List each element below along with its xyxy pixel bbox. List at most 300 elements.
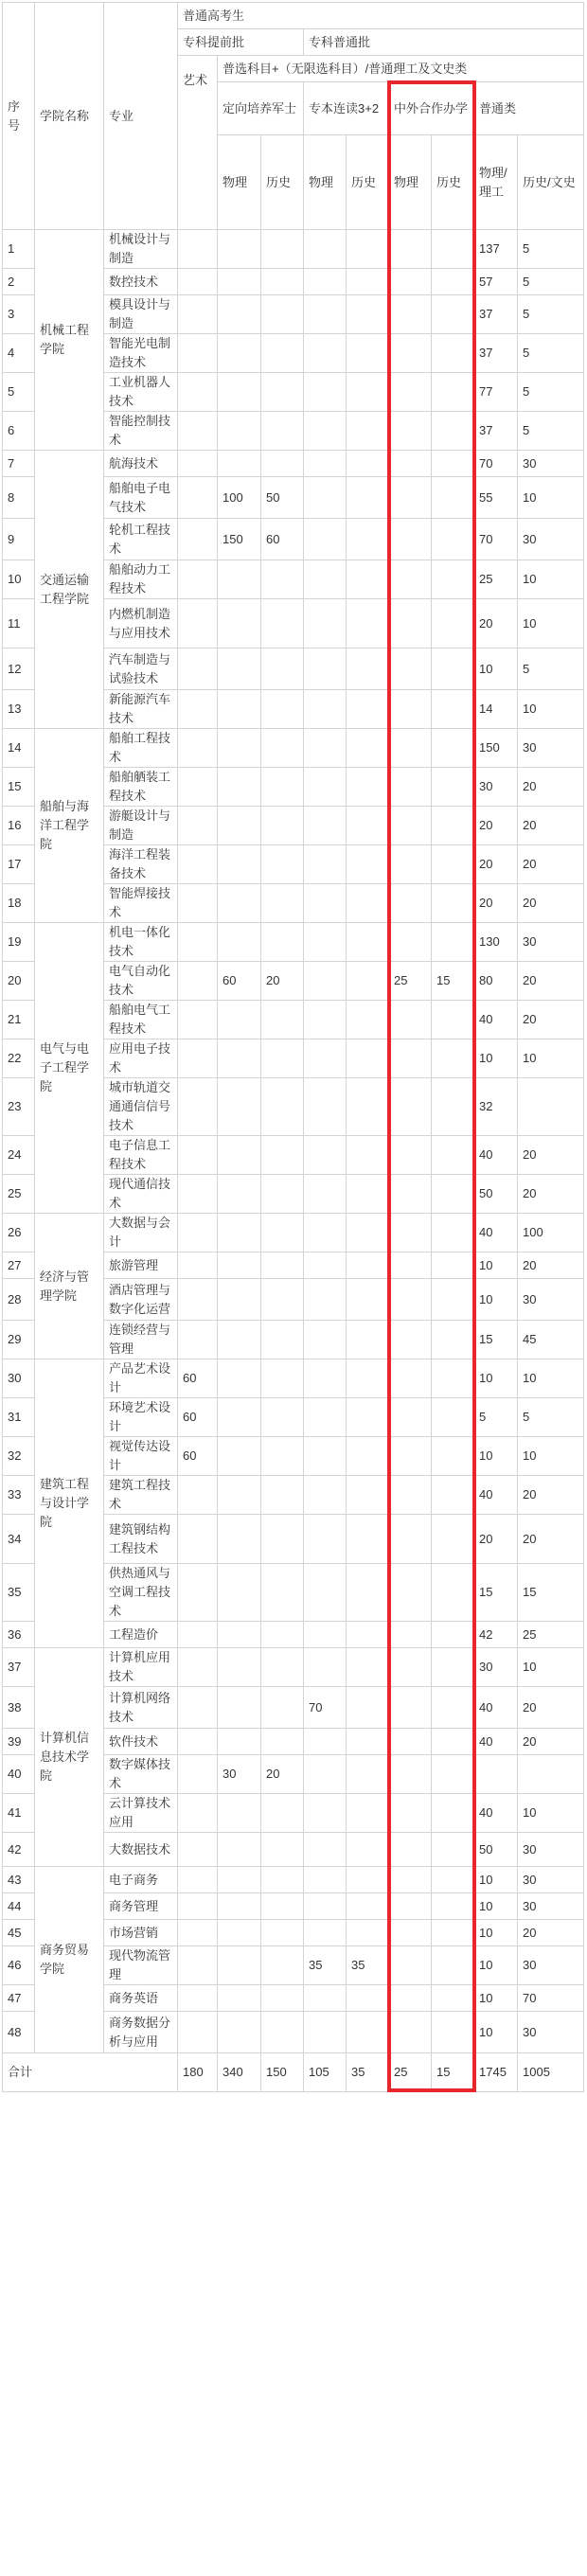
cell-coop-history [432,1476,474,1515]
cell-general-sci: 150 [474,729,518,768]
cell-art [178,1564,218,1622]
cell-targeted-history [261,807,304,845]
cell-upgrade-physics [304,1867,347,1893]
header-major: 专业 [104,3,178,230]
cell-upgrade-history [347,1001,389,1039]
cell-upgrade-physics [304,1476,347,1515]
cell-general-sci: 20 [474,845,518,884]
cell-coop-physics [389,1946,432,1985]
cell-targeted-history [261,599,304,648]
row-seq: 4 [3,334,35,373]
row-major: 数字媒体技术 [104,1755,178,1794]
cell-upgrade-physics [304,1794,347,1833]
cell-art [178,1946,218,1985]
row-seq: 31 [3,1398,35,1437]
cell-coop-history [432,1039,474,1078]
row-major: 电子商务 [104,1867,178,1893]
cell-upgrade-physics [304,1136,347,1175]
cell-targeted-physics [218,1039,261,1078]
cell-general-sci: 50 [474,1175,518,1214]
row-seq: 13 [3,690,35,729]
cell-targeted-physics [218,884,261,923]
row-seq: 36 [3,1622,35,1648]
cell-general-sci: 10 [474,1359,518,1398]
header-upgrade-physics: 物理 [304,135,347,230]
cell-coop-physics [389,1564,432,1622]
row-seq: 20 [3,962,35,1001]
cell-general-sci: 15 [474,1564,518,1622]
cell-art [178,1321,218,1359]
cell-coop-history [432,1893,474,1920]
cell-upgrade-physics [304,1622,347,1648]
cell-targeted-physics [218,1214,261,1252]
cell-coop-physics [389,1078,432,1136]
cell-general-lib: 20 [518,962,584,1001]
cell-targeted-history: 20 [261,1755,304,1794]
cell-general-sci: 10 [474,648,518,690]
cell-art [178,1833,218,1867]
cell-general-sci: 10 [474,1279,518,1321]
row-seq: 42 [3,1833,35,1867]
cell-coop-physics [389,1437,432,1476]
cell-coop-physics [389,729,432,768]
cell-targeted-history [261,729,304,768]
cell-general-sci: 40 [474,1001,518,1039]
cell-upgrade-physics [304,451,347,477]
cell-upgrade-history [347,1214,389,1252]
cell-general-lib: 30 [518,519,584,560]
row-major: 模具设计与制造 [104,295,178,334]
cell-coop-physics [389,1321,432,1359]
cell-coop-physics [389,1687,432,1729]
cell-coop-history [432,230,474,269]
table-row [3,230,584,269]
cell-targeted-history [261,334,304,373]
cell-coop-physics [389,807,432,845]
header-subject-requirement: 普选科目+（无限选科目）/普通理工及文史类 [218,56,584,82]
row-major: 内燃机制造与应用技术 [104,599,178,648]
cell-targeted-physics [218,690,261,729]
row-major: 现代通信技术 [104,1175,178,1214]
total-targeted-physics: 340 [218,2053,261,2092]
cell-upgrade-physics [304,1985,347,2012]
header-normal-batch: 专科普通批 [304,29,584,56]
header-targeted: 定向培养军士 [218,82,304,135]
cell-targeted-physics [218,1985,261,2012]
cell-upgrade-physics [304,1833,347,1867]
cell-general-lib: 20 [518,1476,584,1515]
cell-coop-history [432,1867,474,1893]
cell-upgrade-history [347,269,389,295]
row-major: 航海技术 [104,451,178,477]
row-seq: 8 [3,477,35,519]
cell-general-lib: 10 [518,690,584,729]
cell-general-lib: 20 [518,1175,584,1214]
cell-art: 60 [178,1398,218,1437]
cell-art [178,1729,218,1755]
row-major: 计算机网络技术 [104,1687,178,1729]
cell-upgrade-physics [304,1398,347,1437]
college-name: 商务贸易学院 [35,1867,104,2053]
header-coop-physics: 物理 [389,135,432,230]
cell-upgrade-physics [304,1001,347,1039]
cell-coop-physics [389,1279,432,1321]
row-major: 电气自动化技术 [104,962,178,1001]
cell-targeted-physics [218,1729,261,1755]
cell-targeted-history [261,1946,304,1985]
cell-upgrade-physics: 35 [304,1946,347,1985]
cell-art [178,1039,218,1078]
cell-coop-history [432,1687,474,1729]
table-body [3,230,584,2053]
row-seq: 39 [3,1729,35,1755]
cell-targeted-history [261,373,304,412]
cell-targeted-history [261,560,304,599]
cell-targeted-physics [218,1078,261,1136]
cell-targeted-history [261,1867,304,1893]
college-name: 计算机信息技术学院 [35,1648,104,1867]
row-major: 海洋工程装备技术 [104,845,178,884]
cell-coop-physics [389,412,432,451]
cell-upgrade-physics [304,1437,347,1476]
header-upgrade: 专本连读3+2 [304,82,389,135]
row-seq: 2 [3,269,35,295]
cell-coop-physics [389,269,432,295]
cell-upgrade-physics [304,1755,347,1794]
cell-art [178,477,218,519]
cell-targeted-physics [218,1279,261,1321]
cell-coop-history [432,884,474,923]
table-footer [3,2053,584,2092]
cell-art [178,1893,218,1920]
row-major: 新能源汽车技术 [104,690,178,729]
cell-general-sci: 10 [474,1893,518,1920]
row-major: 商务英语 [104,1985,178,2012]
row-seq: 40 [3,1755,35,1794]
row-major: 软件技术 [104,1729,178,1755]
row-major: 船舶工程技术 [104,729,178,768]
cell-general-lib: 5 [518,648,584,690]
cell-general-lib: 30 [518,729,584,768]
cell-coop-history [432,412,474,451]
cell-art [178,1175,218,1214]
cell-targeted-history [261,884,304,923]
table-row [3,1867,584,1893]
row-major: 大数据技术 [104,1833,178,1867]
row-seq: 6 [3,412,35,451]
cell-coop-history [432,729,474,768]
header-normal-exam: 普通高考生 [178,3,584,29]
total-general-sci: 1745 [474,2053,518,2092]
cell-general-lib: 25 [518,1622,584,1648]
cell-general-sci: 40 [474,1476,518,1515]
cell-coop-history [432,2012,474,2053]
row-seq: 7 [3,451,35,477]
cell-general-lib: 20 [518,807,584,845]
cell-targeted-physics [218,269,261,295]
cell-targeted-history [261,768,304,807]
cell-targeted-physics [218,1794,261,1833]
cell-general-sci: 32 [474,1078,518,1136]
cell-coop-physics [389,1648,432,1687]
cell-coop-physics: 25 [389,962,432,1001]
cell-general-lib: 5 [518,373,584,412]
cell-general-lib: 20 [518,1252,584,1279]
row-major: 连锁经营与管理 [104,1321,178,1359]
row-major: 城市轨道交通通信信号技术 [104,1078,178,1136]
cell-targeted-history [261,1476,304,1515]
cell-targeted-history [261,1078,304,1136]
cell-targeted-history [261,1359,304,1398]
cell-upgrade-physics [304,923,347,962]
cell-art [178,1001,218,1039]
cell-upgrade-history [347,845,389,884]
cell-general-lib: 20 [518,768,584,807]
cell-targeted-history [261,1437,304,1476]
cell-targeted-physics [218,845,261,884]
row-major: 大数据与会计 [104,1214,178,1252]
cell-coop-history [432,1833,474,1867]
cell-general-lib: 30 [518,1893,584,1920]
cell-art [178,1687,218,1729]
cell-coop-physics [389,1622,432,1648]
cell-coop-physics [389,2012,432,2053]
cell-general-lib: 10 [518,1794,584,1833]
cell-upgrade-history [347,295,389,334]
cell-coop-history [432,1359,474,1398]
cell-coop-physics [389,373,432,412]
cell-upgrade-history [347,1476,389,1515]
cell-coop-history [432,269,474,295]
total-coop-physics: 25 [389,2053,432,2092]
cell-general-lib: 30 [518,1279,584,1321]
cell-art [178,295,218,334]
row-major: 商务数据分析与应用 [104,2012,178,2053]
header-seq: 序号 [3,3,35,230]
cell-coop-physics [389,923,432,962]
cell-general-sci: 55 [474,477,518,519]
cell-general-sci: 10 [474,1920,518,1946]
cell-general-lib: 30 [518,1833,584,1867]
cell-upgrade-history [347,1279,389,1321]
cell-coop-physics [389,1252,432,1279]
cell-general-sci: 10 [474,2012,518,2053]
cell-targeted-physics [218,1001,261,1039]
cell-targeted-history [261,1985,304,2012]
cell-art [178,1794,218,1833]
header-coop-history: 历史 [432,135,474,230]
row-seq: 18 [3,884,35,923]
cell-general-sci: 130 [474,923,518,962]
cell-upgrade-history [347,768,389,807]
cell-upgrade-physics: 70 [304,1687,347,1729]
cell-upgrade-history [347,1078,389,1136]
cell-upgrade-history [347,1794,389,1833]
cell-coop-history [432,648,474,690]
cell-general-sci: 37 [474,295,518,334]
cell-general-sci: 37 [474,334,518,373]
cell-upgrade-history [347,1564,389,1622]
cell-art [178,729,218,768]
cell-coop-history [432,1321,474,1359]
cell-targeted-history [261,1564,304,1622]
cell-upgrade-history [347,1136,389,1175]
cell-coop-physics [389,519,432,560]
row-major: 船舶电子电气技术 [104,477,178,519]
cell-targeted-history [261,412,304,451]
cell-coop-history [432,1078,474,1136]
cell-targeted-physics [218,599,261,648]
cell-targeted-history: 50 [261,477,304,519]
cell-art [178,1648,218,1687]
cell-general-sci: 40 [474,1729,518,1755]
row-major: 游艇设计与制造 [104,807,178,845]
cell-upgrade-history [347,412,389,451]
row-major: 船舶电气工程技术 [104,1001,178,1039]
cell-coop-history [432,599,474,648]
cell-general-lib: 5 [518,269,584,295]
cell-targeted-physics [218,1476,261,1515]
cell-art [178,884,218,923]
cell-coop-history [432,1755,474,1794]
cell-targeted-history [261,1039,304,1078]
cell-coop-physics [389,768,432,807]
cell-upgrade-physics [304,807,347,845]
cell-targeted-history [261,1252,304,1279]
cell-coop-history [432,1214,474,1252]
row-seq: 27 [3,1252,35,1279]
header-general-lib: 历史/文史 [518,135,584,230]
cell-general-lib: 20 [518,845,584,884]
cell-targeted-history [261,845,304,884]
row-seq: 17 [3,845,35,884]
row-major: 船舶舾装工程技术 [104,768,178,807]
cell-general-sci: 20 [474,1515,518,1564]
cell-targeted-physics [218,648,261,690]
cell-upgrade-history [347,807,389,845]
cell-general-sci: 10 [474,1252,518,1279]
cell-general-lib: 100 [518,1214,584,1252]
total-upgrade-physics: 105 [304,2053,347,2092]
cell-targeted-physics: 150 [218,519,261,560]
cell-upgrade-physics [304,1078,347,1136]
cell-art [178,962,218,1001]
cell-targeted-physics [218,1920,261,1946]
cell-targeted-physics [218,807,261,845]
cell-targeted-physics [218,768,261,807]
total-upgrade-history: 35 [347,2053,389,2092]
row-major: 计算机应用技术 [104,1648,178,1687]
cell-art [178,269,218,295]
cell-targeted-history [261,1687,304,1729]
cell-coop-physics [389,1920,432,1946]
cell-targeted-history [261,1279,304,1321]
cell-art [178,845,218,884]
cell-art [178,1476,218,1515]
cell-coop-history [432,451,474,477]
cell-targeted-physics [218,1622,261,1648]
row-seq: 47 [3,1985,35,2012]
cell-art [178,519,218,560]
cell-upgrade-physics [304,412,347,451]
cell-coop-physics [389,1515,432,1564]
cell-coop-physics [389,884,432,923]
cell-upgrade-physics [304,230,347,269]
cell-upgrade-physics [304,1920,347,1946]
row-seq: 32 [3,1437,35,1476]
cell-general-sci: 80 [474,962,518,1001]
cell-targeted-history [261,1833,304,1867]
cell-general-lib: 20 [518,1136,584,1175]
cell-targeted-physics [218,1648,261,1687]
cell-upgrade-history [347,1920,389,1946]
cell-targeted-history [261,1729,304,1755]
cell-coop-physics [389,1175,432,1214]
cell-upgrade-physics [304,884,347,923]
row-major: 智能焊接技术 [104,884,178,923]
cell-targeted-physics [218,1687,261,1729]
cell-upgrade-history [347,1867,389,1893]
row-major: 船舶动力工程技术 [104,560,178,599]
header-college: 学院名称 [35,3,104,230]
cell-coop-physics [389,1729,432,1755]
cell-general-lib: 45 [518,1321,584,1359]
cell-targeted-physics [218,451,261,477]
cell-upgrade-physics [304,1515,347,1564]
cell-coop-history [432,477,474,519]
row-seq: 19 [3,923,35,962]
cell-upgrade-history [347,690,389,729]
cell-general-sci: 14 [474,690,518,729]
cell-art [178,923,218,962]
cell-targeted-physics [218,230,261,269]
row-seq: 44 [3,1893,35,1920]
row-seq: 10 [3,560,35,599]
cell-coop-physics [389,334,432,373]
row-major: 现代物流管理 [104,1946,178,1985]
cell-general-lib: 10 [518,599,584,648]
cell-general-sci: 10 [474,1946,518,1985]
cell-targeted-physics [218,373,261,412]
cell-coop-physics [389,1476,432,1515]
cell-upgrade-physics [304,1648,347,1687]
cell-upgrade-physics [304,477,347,519]
cell-upgrade-physics [304,690,347,729]
cell-upgrade-history [347,334,389,373]
cell-coop-history [432,1794,474,1833]
cell-upgrade-history [347,1622,389,1648]
cell-targeted-history [261,1214,304,1252]
cell-art [178,2012,218,2053]
row-seq: 22 [3,1039,35,1078]
cell-upgrade-physics [304,599,347,648]
cell-coop-physics [389,648,432,690]
row-seq: 25 [3,1175,35,1214]
cell-upgrade-history: 35 [347,1946,389,1985]
cell-upgrade-history [347,1321,389,1359]
cell-general-lib: 10 [518,1437,584,1476]
row-seq: 16 [3,807,35,845]
cell-art [178,560,218,599]
cell-general-lib [518,1755,584,1794]
cell-coop-physics [389,295,432,334]
cell-upgrade-physics [304,1214,347,1252]
cell-general-sci: 10 [474,1039,518,1078]
cell-coop-physics [389,1867,432,1893]
cell-art [178,334,218,373]
cell-upgrade-history [347,1252,389,1279]
cell-targeted-history [261,1794,304,1833]
